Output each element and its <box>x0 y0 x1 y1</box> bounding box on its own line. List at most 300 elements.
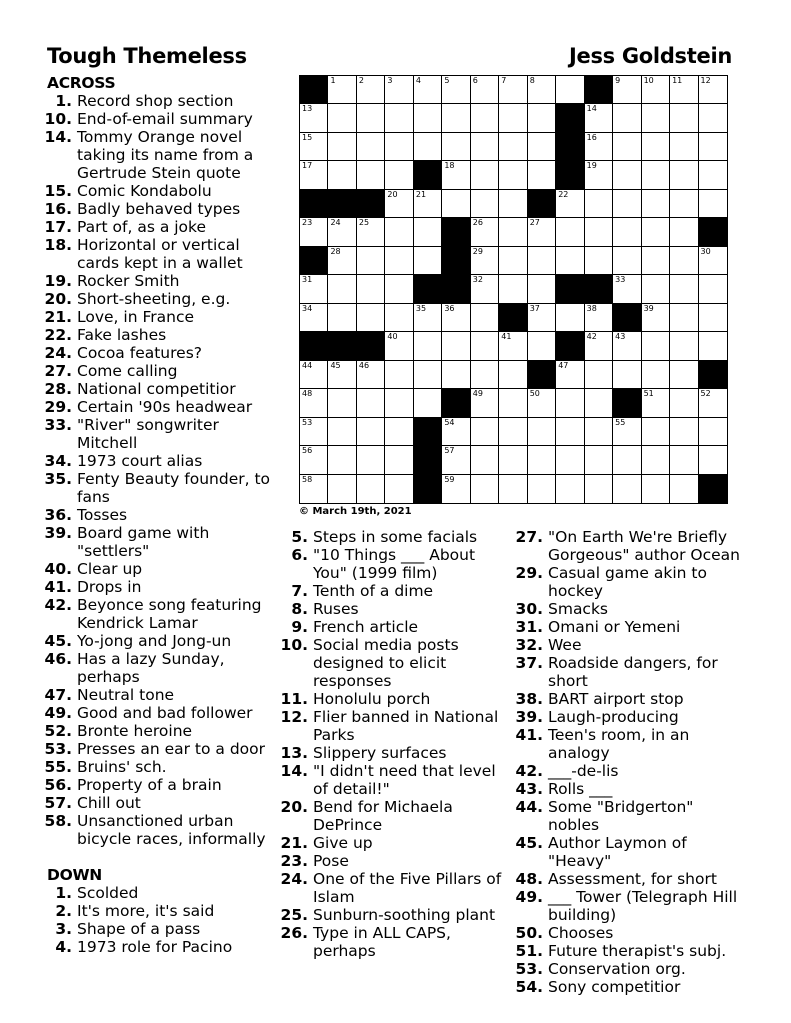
grid-square[interactable] <box>642 361 670 389</box>
clue-item <box>44 650 277 686</box>
square-number: 15 <box>302 132 313 142</box>
grid-square[interactable] <box>556 190 584 218</box>
grid-square[interactable] <box>414 190 442 218</box>
grid-square[interactable] <box>414 389 442 417</box>
grid-square[interactable] <box>414 104 442 132</box>
grid-square[interactable] <box>300 361 328 389</box>
grid-square[interactable] <box>642 218 670 246</box>
clue-text: It's more, it's said <box>77 902 215 920</box>
grid-square[interactable] <box>499 275 527 303</box>
grid-square[interactable] <box>670 218 698 246</box>
grid-square[interactable] <box>357 76 385 104</box>
clue-number: 41. <box>515 726 543 744</box>
grid-square[interactable] <box>499 332 527 360</box>
grid-square[interactable] <box>670 76 698 104</box>
grid-square[interactable] <box>642 190 670 218</box>
grid-square[interactable] <box>585 133 613 161</box>
grid-square[interactable] <box>670 161 698 189</box>
grid-square[interactable] <box>642 446 670 474</box>
grid-square[interactable] <box>328 133 356 161</box>
grid-square[interactable] <box>613 418 641 446</box>
square-number: 45 <box>330 360 341 370</box>
grid-square[interactable] <box>670 133 698 161</box>
grid-square[interactable] <box>528 446 556 474</box>
square-number: 54 <box>444 417 455 427</box>
clue-item <box>280 924 508 960</box>
clue-number: 2. <box>55 902 72 920</box>
black-square <box>414 418 442 446</box>
grid-square[interactable] <box>642 389 670 417</box>
grid-square[interactable] <box>414 133 442 161</box>
grid-square[interactable] <box>300 389 328 417</box>
grid-square[interactable] <box>357 133 385 161</box>
clue-number: 58. <box>44 812 72 830</box>
grid-square[interactable] <box>642 275 670 303</box>
grid-square[interactable] <box>499 418 527 446</box>
puzzle-title: Tough Themeless <box>47 44 247 68</box>
black-square <box>556 161 584 189</box>
grid-square[interactable] <box>699 418 727 446</box>
grid-square[interactable] <box>699 446 727 474</box>
grid-square[interactable] <box>300 104 328 132</box>
grid-square[interactable] <box>699 247 727 275</box>
square-number: 9 <box>615 76 621 85</box>
grid-square[interactable] <box>699 104 727 132</box>
square-number: 12 <box>700 76 711 85</box>
grid-square[interactable] <box>357 389 385 417</box>
grid-square[interactable] <box>471 475 499 503</box>
grid-square[interactable] <box>699 133 727 161</box>
grid-square[interactable] <box>556 76 584 104</box>
grid-square[interactable] <box>556 389 584 417</box>
clue-text: Cocoa features? <box>77 344 202 362</box>
grid-square[interactable] <box>385 304 413 332</box>
clue-number: 42. <box>44 596 72 614</box>
grid-square[interactable] <box>528 275 556 303</box>
grid-square[interactable] <box>300 161 328 189</box>
square-number: 33 <box>615 275 626 285</box>
grid-square[interactable] <box>499 361 527 389</box>
grid-square[interactable] <box>357 218 385 246</box>
square-number: 59 <box>444 474 455 484</box>
grid-square[interactable] <box>328 446 356 474</box>
grid-square[interactable] <box>642 161 670 189</box>
clue-item <box>44 686 277 704</box>
grid-square[interactable] <box>613 446 641 474</box>
square-number: 41 <box>501 332 512 342</box>
grid-square[interactable] <box>556 304 584 332</box>
clue-item <box>44 740 277 758</box>
grid-square[interactable] <box>385 446 413 474</box>
clue-number: 43. <box>515 780 543 798</box>
clue-text: Come calling <box>77 362 178 380</box>
grid-square[interactable] <box>414 361 442 389</box>
grid-square[interactable] <box>357 275 385 303</box>
grid-square[interactable] <box>642 475 670 503</box>
grid-square[interactable] <box>585 190 613 218</box>
clue-item <box>44 272 277 290</box>
clue-number: 35. <box>44 470 72 488</box>
grid-square[interactable] <box>642 76 670 104</box>
grid-square[interactable] <box>385 218 413 246</box>
grid-square[interactable] <box>385 190 413 218</box>
grid-square[interactable] <box>556 247 584 275</box>
grid-square[interactable] <box>528 218 556 246</box>
grid-square[interactable] <box>385 389 413 417</box>
clue-item <box>280 690 508 708</box>
grid-square[interactable] <box>499 247 527 275</box>
clue-text: Bronte heroine <box>77 722 193 740</box>
grid-square[interactable] <box>585 475 613 503</box>
grid-square[interactable] <box>699 332 727 360</box>
grid-square[interactable] <box>442 104 470 132</box>
clue-item <box>280 906 508 924</box>
clue-number: 24. <box>280 870 308 888</box>
grid-square[interactable] <box>585 218 613 246</box>
grid-square[interactable] <box>357 475 385 503</box>
grid-square[interactable] <box>499 161 527 189</box>
clue-text: Drops in <box>77 578 142 596</box>
grid-square[interactable] <box>471 332 499 360</box>
grid-square[interactable] <box>357 304 385 332</box>
grid-square[interactable] <box>300 218 328 246</box>
clue-number: 27. <box>515 528 543 546</box>
grid-square[interactable] <box>556 218 584 246</box>
clue-text: Unsanctioned urban bicycle races, informally <box>77 812 266 848</box>
clue-item <box>44 560 277 578</box>
clue-number: 32. <box>515 636 543 654</box>
grid-square[interactable] <box>699 190 727 218</box>
grid-square[interactable] <box>499 190 527 218</box>
clue-text: Assessment, for short <box>548 870 717 888</box>
grid-square[interactable] <box>328 304 356 332</box>
grid-square[interactable] <box>442 133 470 161</box>
clue-text: Record shop section <box>77 92 234 110</box>
clue-item <box>44 416 277 452</box>
grid-square[interactable] <box>528 304 556 332</box>
grid-square[interactable] <box>471 275 499 303</box>
grid-square[interactable] <box>556 446 584 474</box>
grid-square[interactable] <box>471 76 499 104</box>
grid-square[interactable] <box>642 247 670 275</box>
down-clue-list-3 <box>515 528 748 996</box>
clue-number: 33. <box>44 416 72 434</box>
grid-square[interactable] <box>357 161 385 189</box>
grid-square[interactable] <box>328 76 356 104</box>
square-number: 34 <box>302 303 313 313</box>
grid-square[interactable] <box>357 104 385 132</box>
grid-square[interactable] <box>385 133 413 161</box>
clue-number: 25. <box>280 906 308 924</box>
grid-square[interactable] <box>613 76 641 104</box>
clue-item <box>280 708 508 744</box>
clue-number: 52. <box>44 722 72 740</box>
grid-square[interactable] <box>585 389 613 417</box>
clue-item <box>44 506 277 524</box>
clue-number: 24. <box>44 344 72 362</box>
grid-square[interactable] <box>471 133 499 161</box>
grid-square[interactable] <box>499 218 527 246</box>
clue-item <box>291 600 508 618</box>
grid-square[interactable] <box>385 361 413 389</box>
grid-square[interactable] <box>385 104 413 132</box>
clue-number: 53. <box>44 740 72 758</box>
clue-column-2 <box>280 528 508 960</box>
black-square <box>414 161 442 189</box>
grid-square[interactable] <box>300 418 328 446</box>
grid-square[interactable] <box>642 133 670 161</box>
grid-square[interactable] <box>328 361 356 389</box>
grid-square[interactable] <box>670 275 698 303</box>
clue-number: 49. <box>44 704 72 722</box>
grid-square[interactable] <box>414 304 442 332</box>
clue-number: 15. <box>44 182 72 200</box>
clue-item <box>280 762 508 798</box>
grid-square[interactable] <box>585 161 613 189</box>
grid-square[interactable] <box>328 389 356 417</box>
clue-number: 13. <box>280 744 308 762</box>
clue-item <box>44 362 277 380</box>
grid-square[interactable] <box>528 389 556 417</box>
grid-square[interactable] <box>471 446 499 474</box>
grid-square[interactable] <box>528 161 556 189</box>
grid-square[interactable] <box>471 361 499 389</box>
grid-square[interactable] <box>699 304 727 332</box>
grid-square[interactable] <box>414 218 442 246</box>
grid-square[interactable] <box>699 389 727 417</box>
black-square <box>699 361 727 389</box>
grid-square[interactable] <box>585 361 613 389</box>
square-number: 20 <box>387 189 398 199</box>
clue-text: "I didn't need that level of detail!" <box>313 762 496 798</box>
grid-square[interactable] <box>300 133 328 161</box>
clue-text: Fake lashes <box>77 326 167 344</box>
clue-number: 45. <box>44 632 72 650</box>
grid-square[interactable] <box>471 161 499 189</box>
grid-square[interactable] <box>385 76 413 104</box>
grid-square[interactable] <box>613 275 641 303</box>
square-number: 6 <box>472 76 478 85</box>
grid-square[interactable] <box>357 247 385 275</box>
grid-square[interactable] <box>442 418 470 446</box>
grid-square[interactable] <box>328 104 356 132</box>
grid-square[interactable] <box>471 104 499 132</box>
grid-square[interactable] <box>556 361 584 389</box>
clue-text: Pose <box>313 852 349 870</box>
grid-square[interactable] <box>471 190 499 218</box>
grid-square[interactable] <box>613 218 641 246</box>
grid-square[interactable] <box>442 161 470 189</box>
clue-item <box>44 182 277 200</box>
clue-text: Short-sheeting, e.g. <box>77 290 231 308</box>
clue-text: Good and bad follower <box>77 704 253 722</box>
grid-square[interactable] <box>528 418 556 446</box>
grid-square[interactable] <box>670 475 698 503</box>
clue-item <box>515 888 748 924</box>
grid-square[interactable] <box>328 275 356 303</box>
grid-square[interactable] <box>670 446 698 474</box>
grid-square[interactable] <box>528 133 556 161</box>
clue-item <box>44 326 277 344</box>
grid-square[interactable] <box>300 475 328 503</box>
grid-square[interactable] <box>670 104 698 132</box>
square-number: 47 <box>558 360 569 370</box>
clue-item <box>515 978 748 996</box>
clue-column-3 <box>515 528 748 996</box>
clue-item <box>44 308 277 326</box>
grid-square[interactable] <box>499 475 527 503</box>
grid-square[interactable] <box>328 247 356 275</box>
grid-square[interactable] <box>613 361 641 389</box>
grid-square[interactable] <box>328 475 356 503</box>
grid-square[interactable] <box>300 304 328 332</box>
grid-square[interactable] <box>528 104 556 132</box>
clue-text: Author Laymon of "Heavy" <box>548 834 687 870</box>
grid-square[interactable] <box>699 275 727 303</box>
grid-square[interactable] <box>613 104 641 132</box>
clue-item <box>515 564 748 600</box>
grid-square[interactable] <box>528 247 556 275</box>
clue-text: Type in ALL CAPS, perhaps <box>313 924 451 960</box>
grid-square[interactable] <box>642 104 670 132</box>
grid-square[interactable] <box>613 475 641 503</box>
square-number: 23 <box>302 218 313 228</box>
grid-square[interactable] <box>585 304 613 332</box>
grid-square[interactable] <box>585 418 613 446</box>
grid-square[interactable] <box>556 475 584 503</box>
grid-square[interactable] <box>585 446 613 474</box>
square-number: 22 <box>558 189 569 199</box>
grid-square[interactable] <box>471 304 499 332</box>
grid-square[interactable] <box>300 446 328 474</box>
clue-text: Ruses <box>313 600 359 618</box>
clue-text: French article <box>313 618 419 636</box>
grid-square[interactable] <box>613 190 641 218</box>
grid-square[interactable] <box>385 475 413 503</box>
clue-item <box>280 636 508 690</box>
square-number: 53 <box>302 417 313 427</box>
grid-square[interactable] <box>499 389 527 417</box>
clue-item <box>44 596 277 632</box>
grid-square[interactable] <box>556 418 584 446</box>
grid-square[interactable] <box>670 247 698 275</box>
grid-square[interactable] <box>499 104 527 132</box>
black-square <box>585 76 613 104</box>
grid-square[interactable] <box>442 76 470 104</box>
grid-square[interactable] <box>442 361 470 389</box>
grid-square[interactable] <box>670 418 698 446</box>
grid-square[interactable] <box>442 304 470 332</box>
grid-square[interactable] <box>414 76 442 104</box>
clue-item <box>291 546 508 582</box>
clue-number: 37. <box>515 654 543 672</box>
grid-square[interactable] <box>699 161 727 189</box>
clue-number: 41. <box>44 578 72 596</box>
grid-square[interactable] <box>499 133 527 161</box>
grid-square[interactable] <box>442 332 470 360</box>
grid-square[interactable] <box>442 446 470 474</box>
grid-square[interactable] <box>613 332 641 360</box>
grid-square[interactable] <box>357 418 385 446</box>
grid-square[interactable] <box>585 332 613 360</box>
grid-square[interactable] <box>642 418 670 446</box>
grid-square[interactable] <box>471 418 499 446</box>
grid-square[interactable] <box>414 247 442 275</box>
grid-square[interactable] <box>613 161 641 189</box>
grid-square[interactable] <box>642 332 670 360</box>
grid-square[interactable] <box>528 475 556 503</box>
grid-square[interactable] <box>442 475 470 503</box>
clue-number: 49. <box>515 888 543 906</box>
grid-square[interactable] <box>385 161 413 189</box>
grid-square[interactable] <box>414 332 442 360</box>
clue-text: Certain '90s headwear <box>77 398 253 416</box>
grid-square[interactable] <box>442 190 470 218</box>
grid-square[interactable] <box>328 218 356 246</box>
grid-square[interactable] <box>328 418 356 446</box>
square-number: 11 <box>672 76 683 85</box>
clue-number: 36. <box>44 506 72 524</box>
grid-square[interactable] <box>670 389 698 417</box>
grid-square[interactable] <box>385 418 413 446</box>
grid-square[interactable] <box>642 304 670 332</box>
grid-square[interactable] <box>528 76 556 104</box>
square-number: 46 <box>358 360 370 370</box>
black-square <box>442 275 470 303</box>
grid-square[interactable] <box>385 332 413 360</box>
square-number: 10 <box>643 76 654 85</box>
square-number: 30 <box>700 246 711 256</box>
grid-square[interactable] <box>499 446 527 474</box>
grid-square[interactable] <box>670 304 698 332</box>
clue-number: 56. <box>44 776 72 794</box>
grid-square[interactable] <box>670 190 698 218</box>
square-number: 5 <box>444 76 450 85</box>
clue-text: Give up <box>313 834 373 852</box>
clue-item <box>280 744 508 762</box>
grid-square[interactable] <box>471 247 499 275</box>
clue-text: "On Earth We're Briefly Gorgeous" author Ocean <box>548 528 740 564</box>
clue-number: 27. <box>44 362 72 380</box>
black-square <box>300 76 328 104</box>
grid-square[interactable] <box>699 76 727 104</box>
grid-square[interactable] <box>670 332 698 360</box>
grid-square[interactable] <box>585 104 613 132</box>
clue-text: Badly behaved types <box>77 200 241 218</box>
grid-square[interactable] <box>613 133 641 161</box>
clue-text: "River" songwriter Mitchell <box>77 416 219 452</box>
grid-square[interactable] <box>471 389 499 417</box>
square-number: 26 <box>472 218 483 228</box>
grid-square[interactable] <box>357 446 385 474</box>
grid-square[interactable] <box>471 218 499 246</box>
grid-square[interactable] <box>328 161 356 189</box>
grid-square[interactable] <box>499 76 527 104</box>
grid-square[interactable] <box>385 275 413 303</box>
clue-number: 45. <box>515 834 543 852</box>
grid-square[interactable] <box>357 361 385 389</box>
grid-square[interactable] <box>528 332 556 360</box>
grid-square[interactable] <box>300 275 328 303</box>
clue-item <box>44 758 277 776</box>
grid-square[interactable] <box>670 361 698 389</box>
grid-square[interactable] <box>385 247 413 275</box>
grid-square[interactable] <box>613 247 641 275</box>
clue-number: 20. <box>280 798 308 816</box>
clue-item <box>515 942 748 960</box>
clue-number: 21. <box>280 834 308 852</box>
grid-square[interactable] <box>585 247 613 275</box>
